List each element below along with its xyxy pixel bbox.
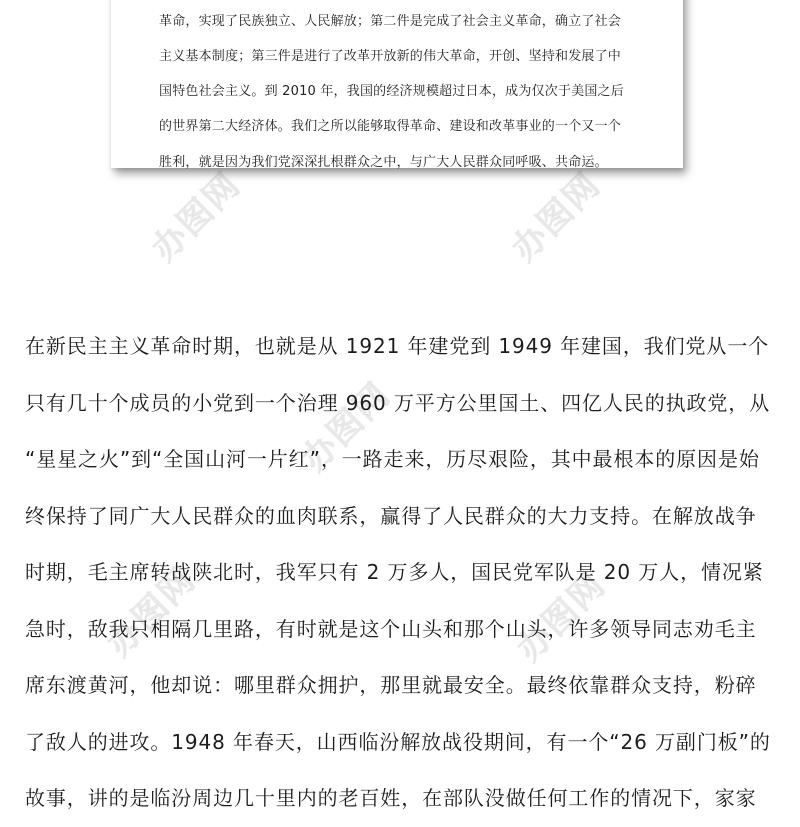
quote-line: 胜利，就是因为我们党深深扎根群众之中，与广大人民群众同呼吸、共命运。	[159, 155, 608, 170]
body-line: “星星之火”到“全国山河一片红”，一路走来，历尽艰险，其中最根本的原因是始	[25, 447, 760, 471]
quote-line: 革命，实现了民族独立、人民解放；第二件是完成了社会主义革命，确立了社会	[159, 14, 622, 29]
watermark: 办图网	[504, 164, 609, 270]
body-line: 只有几十个成员的小党到一个治理 960 万平方公里国土、四亿人民的执政党，从	[25, 390, 771, 415]
watermark: 办图网	[294, 374, 399, 480]
body-line: 席东渡黄河，他却说：哪里群众拥护，那里就最安全。最终依靠群众支持，粉碎	[25, 673, 757, 697]
body-line: 时期，毛主席转战陕北时，我军只有 2 万多人，国民党军队是 20 万人，情况紧	[25, 560, 764, 584]
body-line: 急时，敌我只相隔几里路，有时就是这个山头和那个山头，许多领导同志劝毛主	[25, 616, 757, 641]
quote-line: 国特色社会主义。到 2010 年，我国的经济规模超过日本，成为仅次于美国之后	[159, 84, 624, 99]
quote-line: 主义基本制度；第三件是进行了改革开放新的伟大革命，开创、坚持和发展了中	[159, 49, 622, 64]
watermark: 办图网	[99, 559, 204, 665]
quote-line: 的世界第二大经济体。我们之所以能够取得革命、建设和改革事业的一个又一个	[159, 119, 622, 134]
watermark: 办图网	[144, 164, 249, 270]
body-line: 在新民主主义革命时期，也就是从 1921 年建党到 1949 年建国，我们党从一个	[25, 334, 770, 358]
quote-text	[159, 4, 624, 182]
quote-card	[111, 0, 683, 168]
body-paragraph	[25, 318, 785, 827]
body-line: 故事，讲的是临汾周边几十里内的老百姓，在部队没做任何工作的情况下，家家	[25, 786, 757, 810]
body-line: 终保持了同广大人民群众的血肉联系，赢得了人民群众的大力支持。在解放战争	[25, 503, 757, 528]
watermark: 办图网	[509, 564, 614, 670]
body-line: 了敌人的进攻。1948 年春天，山西临汾解放战役期间，有一个“26 万副门板”的	[25, 729, 771, 754]
